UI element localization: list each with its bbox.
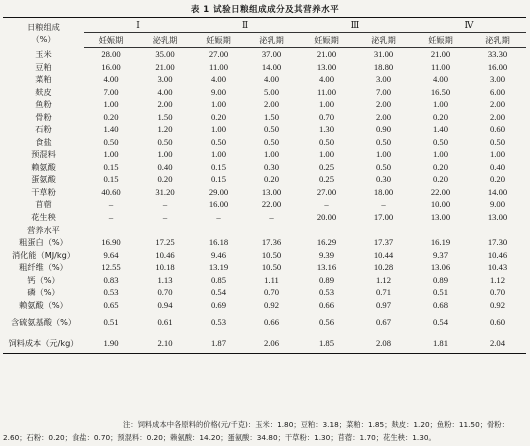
table-cell: 0.15 [103,161,119,172]
table-cell: 10.50 [261,262,282,273]
table-cell: 21.00 [316,49,337,60]
period-header: 泌乳期 [355,33,412,48]
table-cell: 7.00 [375,86,392,97]
table-cell: 2.06 [245,332,298,354]
table-cell: 0.15 [210,174,227,185]
row-label: 预混料 [31,149,56,160]
table-cell: 18.80 [373,61,394,72]
table-cell: 0.60 [489,316,506,327]
table-cell: 0.50 [432,136,449,147]
table-cell: 1.40 [103,124,119,135]
table-cell: 0.56 [318,316,335,327]
table-row [3,198,526,211]
table-cell: 0.25 [318,161,335,172]
table-cell: 27.00 [316,186,337,197]
row-label: 干草粉 [31,186,56,197]
table-cell: 7.00 [103,86,119,97]
table-cell: 2.00 [263,99,280,110]
table-cell: 2.00 [375,99,392,110]
table-cell: 10.46 [155,249,175,260]
row-label: 磷（%） [27,287,60,298]
table-cell: 0.97 [375,299,392,310]
row-label: 含硫氨基酸（%） [10,316,77,327]
table-cell: 0.71 [375,287,392,298]
period-header: 妊娠期 [192,33,245,48]
table-cell: 0.50 [263,124,280,135]
table-cell: 0.53 [210,316,227,327]
row-label: 菜粕 [35,74,52,85]
row-label: 赖氨酸（%） [19,299,68,310]
row-label: 赖氨酸 [31,161,56,172]
table-cell: 0.92 [263,299,280,310]
table-cell: 1.00 [210,149,227,160]
table-cell: 0.70 [157,287,173,298]
table-cell: 1.81 [412,332,469,354]
table-cell: 0.67 [375,316,392,327]
table-cell: 0.61 [157,316,173,327]
row-label: 鱼粉 [35,99,52,110]
table-cell: 1.00 [318,149,335,160]
table-cell: 16.29 [316,237,337,248]
table-cell: 0.20 [263,174,280,185]
table-cell: 6.00 [489,86,506,97]
table-cell: 0.65 [103,299,119,310]
table-body [3,48,526,354]
table-cell: 2.08 [355,332,412,354]
table-cell: 18.00 [373,186,394,197]
row-label: 石粉 [35,124,52,135]
table-cell: 17.30 [487,237,508,248]
period-header: 妊娠期 [412,33,469,48]
table-cell: 13.00 [316,61,337,72]
row-label: 粗蛋白（%） [19,237,68,248]
row-label: 蛋氨酸 [31,174,56,185]
table-cell: 13.00 [261,186,282,197]
table-cell: 1.00 [263,149,280,160]
table-cell: 21.00 [155,61,175,72]
table-cell: 0.50 [157,136,173,147]
table-cell: 1.50 [157,111,173,122]
period-header: 妊娠期 [84,33,138,48]
table-cell: 11.00 [316,86,337,97]
table-cell: 10.28 [373,262,394,273]
table-cell: 0.20 [210,111,227,122]
table-cell: 1.11 [264,274,279,285]
table-cell: 16.50 [430,86,451,97]
row-label: 豆粕 [35,61,52,72]
table-cell: 4.00 [318,74,335,85]
table-cell: 0.30 [375,174,392,185]
period-header: 泌乳期 [469,33,526,48]
table-cell: 13.00 [487,211,508,222]
row-label: 粗纤维（%） [19,262,68,273]
table-row [3,173,526,186]
table-cell: 0.20 [432,111,449,122]
row-label: 饲料成本（元/kg） [3,332,84,354]
table-cell: – [162,211,168,222]
table-cell: 10.46 [487,249,508,260]
table-cell: 16.00 [101,61,121,72]
table-row [3,274,526,287]
table-row [3,311,526,332]
table-row [3,61,526,74]
table-cell: 1.00 [103,149,119,160]
table-cell: 16.90 [101,237,121,248]
row-label: 钙（%） [27,274,60,285]
table-cell: 14.00 [487,186,508,197]
table-cell: 1.00 [157,149,173,160]
table-cell: 0.54 [210,287,227,298]
row-label: 食盐 [35,136,52,147]
table-row [3,111,526,124]
table-cell: 1.13 [157,274,173,285]
table-row [3,236,526,249]
section-label: 营养水平 [27,224,60,235]
table-cell: 4.00 [157,86,173,97]
table-cell: 27.00 [208,49,229,60]
table-cell: 14.00 [261,61,282,72]
table-cell: 0.83 [103,274,119,285]
table-row [3,148,526,161]
table-cell: 13.19 [208,262,229,273]
diet-composition-table [3,17,526,354]
table-cell: 0.89 [432,274,449,285]
row-header-line2: （%） [31,33,56,44]
table-cell: 20.00 [316,211,337,222]
table-cell: 0.25 [318,174,335,185]
row-label: 玉米 [35,49,52,59]
table-cell: 1.00 [432,149,449,160]
table-cell: 0.30 [263,161,280,172]
row-header-line1: 日粮组成 [27,21,60,32]
table-cell: 1.12 [375,274,392,285]
table-cell: 0.51 [103,316,119,327]
table-cell: 13.06 [430,262,451,273]
table-cell: 0.50 [210,136,227,147]
table-cell: 2.00 [489,99,506,110]
table-cell: 1.00 [210,124,227,135]
period-header: 妊娠期 [298,33,355,48]
group-header-2: Ⅱ [192,18,298,33]
section-filler [84,223,526,236]
group-header-1: Ⅰ [84,18,192,33]
table-cell: 0.15 [103,174,119,185]
table-cell: 1.30 [318,124,335,135]
table-cell: 0.60 [489,124,506,135]
table-cell: 2.00 [489,111,506,122]
table-cell: – [269,211,274,222]
table-cell: 1.00 [432,99,449,110]
table-cell: 40.60 [101,186,121,197]
table-cell: 0.90 [375,124,392,135]
table-cell: 17.25 [155,237,175,248]
table-cell: 9.64 [103,249,119,260]
header-row-groups [3,18,526,33]
table-cell: 10.50 [261,249,282,260]
table-cell: 5.00 [263,86,280,97]
table-cell: 0.50 [263,136,280,147]
table-cell: 1.40 [432,124,449,135]
table-cell: 1.85 [298,332,355,354]
table-cell: 9.00 [489,199,506,210]
table-cell: 1.50 [263,111,280,122]
table-cell: 31.00 [373,49,394,60]
row-label: 麸皮 [35,86,52,97]
table-cell: 0.89 [318,274,335,285]
table-cell: 3.00 [489,74,506,85]
table-cell: – [381,199,386,210]
table-cell: 1.00 [210,99,227,110]
table-row [3,86,526,99]
table-footnote: 注：饲料成本中各原料的价格(元/千克)：玉米：1.80；豆粕：3.18；菜粕：1.85；麸皮：1.20；鱼粉：11.50；骨粉：2.60；石粉：0.20；食盐：0.70；预混料：0.20；赖氨酸：14.20；蛋氨酸：34.80；干草粉：1.30；苜蓿：1.70；花生秧：1.30。 [3,420,509,442]
row-header [3,18,84,48]
table-cell: 0.20 [157,174,173,185]
table-cell: 2.04 [469,332,526,354]
table-cell: 0.20 [432,174,449,185]
table-cell: 0.40 [157,161,173,172]
table-cell: 9.37 [432,249,449,260]
table-cell: 22.00 [430,186,451,197]
table-cell: 0.69 [210,299,227,310]
table-cell: 3.00 [157,74,173,85]
table-cell: 1.90 [84,332,138,354]
table-row [3,186,526,199]
row-label: 花生秧 [31,211,56,222]
table-cell: 9.46 [210,249,227,260]
table-cell: 0.20 [432,161,449,172]
table-cell: 35.00 [155,49,175,60]
table-row [3,161,526,174]
table-cell: 0.54 [432,316,449,327]
table-cell: 22.00 [261,199,282,210]
table-cell: 3.00 [375,74,392,85]
table-row [3,332,526,354]
table-row [3,98,526,111]
table-cell: 0.20 [489,174,506,185]
row-label: 苜蓿 [35,199,52,210]
table-cell: – [216,211,221,222]
table-row [3,136,526,149]
table-cell: 2.10 [138,332,192,354]
table-row [3,123,526,136]
table-cell: 9.00 [210,86,227,97]
table-cell: 31.20 [155,186,175,197]
table-cell: 10.00 [430,199,451,210]
table-cell: 4.00 [210,74,227,85]
table-cell: 16.18 [208,237,229,248]
table-cell: 0.66 [263,316,280,327]
table-cell: 10.44 [373,249,394,260]
table-row [3,211,526,224]
period-header: 泌乳期 [138,33,192,48]
group-header-4: Ⅳ [412,18,526,33]
table-cell: 4.00 [103,74,119,85]
table-row [3,249,526,262]
table-caption: 表 1 试验日粮组成成分及其营养水平 [190,5,340,15]
period-header: 泌乳期 [245,33,298,48]
table-cell: 1.20 [157,124,173,135]
table-row [3,73,526,86]
table-cell: 13.00 [430,211,451,222]
table-row [3,261,526,274]
table-cell: 4.00 [432,74,449,85]
table-cell: 17.00 [373,211,394,222]
table-cell: 16.00 [208,199,229,210]
table-cell: 12.55 [101,262,121,273]
table-cell: – [324,199,329,210]
table-row [3,299,526,312]
table-cell: 17.37 [373,237,394,248]
table-cell: – [108,199,114,210]
table-cell: 21.00 [430,49,451,60]
table-cell: 0.85 [210,274,227,285]
table-cell: 13.16 [316,262,337,273]
table-cell: 10.43 [487,262,508,273]
table-cell: 0.50 [375,136,392,147]
section-row [3,223,526,236]
table-cell: 1.00 [375,149,392,160]
table-cell: 29.00 [208,186,229,197]
table-cell: 0.53 [318,287,335,298]
table-cell: 10.18 [155,262,175,273]
table-cell: 0.51 [432,287,449,298]
table-cell: 33.30 [487,49,508,60]
table-cell: 1.87 [192,332,245,354]
table-cell: 0.50 [103,136,119,147]
table-cell: 37.00 [261,49,282,60]
table-cell: 0.20 [103,111,119,122]
table-cell: – [108,211,114,222]
table-cell: 17.36 [261,237,282,248]
table-cell: 1.00 [103,99,119,110]
table-cell: 0.68 [432,299,449,310]
table-cell: 1.12 [489,274,506,285]
table-cell: 0.53 [103,287,119,298]
table-cell: 0.15 [210,161,227,172]
table-cell: 1.00 [318,99,335,110]
table-cell: 9.39 [318,249,335,260]
table-cell: 0.70 [489,287,506,298]
table-cell: 0.70 [263,287,280,298]
table-row [3,48,526,61]
table-cell: 0.70 [318,111,335,122]
table-cell: 0.50 [489,136,506,147]
table-cell: 0.50 [375,161,392,172]
table-cell: 1.00 [489,149,506,160]
table-cell: 0.92 [489,299,506,310]
table-cell: 0.50 [318,136,335,147]
table-cell: 16.00 [487,61,508,72]
row-label: 骨粉 [35,111,52,122]
table-cell: – [162,199,168,210]
table-cell: 2.00 [375,111,392,122]
table-cell: 11.00 [208,61,229,72]
row-label: 消化能（MJ/kg） [11,249,76,260]
table-row [3,286,526,299]
table-cell: 0.94 [157,299,173,310]
table-cell: 4.00 [263,74,280,85]
table-cell: 0.40 [489,161,506,172]
table-cell: 2.00 [157,99,173,110]
table-cell: 28.00 [101,49,121,60]
group-header-3: Ⅲ [298,18,412,33]
table-cell: 11.00 [430,61,451,72]
table-cell: 0.66 [318,299,335,310]
table-cell: 16.19 [430,237,451,248]
